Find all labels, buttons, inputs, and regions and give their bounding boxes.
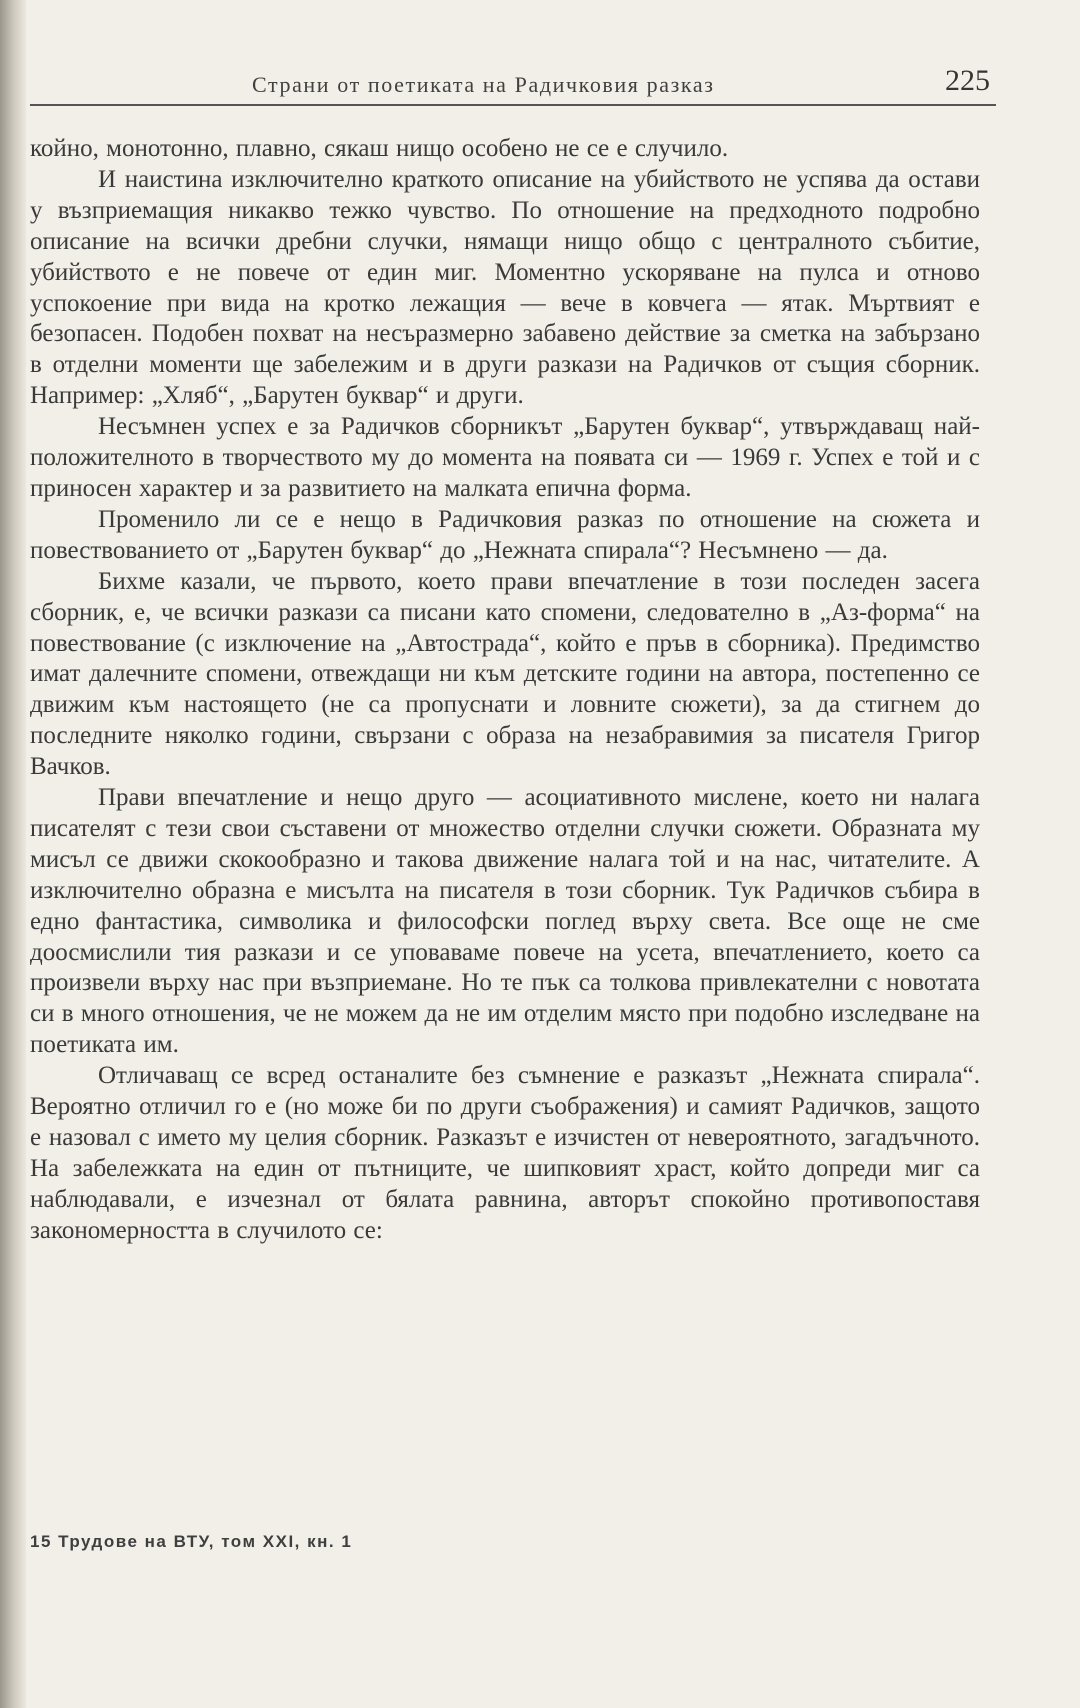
paragraph-4: Променило ли се е нещо в Радичковия разказ по отношение на сюжета и повествованието от „Барутен буквар“ до „Нежната спирала“? Несъмнено — да. xyxy=(30,505,980,564)
book-page xyxy=(30,0,1050,1708)
running-head xyxy=(30,64,990,102)
header-rule xyxy=(30,104,996,106)
paragraph-7: Отличаващ се всред останалите без съмнение е разказът „Нежната спирала“. Вероятно отличил го е (но може би по други съображения) и самият Радичков, защото е назовал с името му целия сборник. Разказът е изчистен от невероятното, загадъчното. На забележката на един от пътниците, че шипковият храст, който допреди миг са наблюдавали, е изчезнал от бялата равнина, авторът спокойно противопоставя закономерността в случилото се: xyxy=(30,1062,980,1244)
paragraph-2: И наистина изключително краткото описание на убийството не успява да остави у възприемащия никакво тежко чувство. По отношение на предходното подробно описание на всички дребни случки, нямащи нищо общо с централното събитие, убийството е не повече от един миг. Моментно ускоряване на пулса и отново успокоение при вида на кротко лежащия — вече в ковчега — ятак. Мъртвият е безопасен. Подобен похват на несъразмерно забавено действие за сметка на забързано в отделни моменти ще забележим и в други разкази на Радичков от същия сборник. Например: „Хляб“, „Барутен буквар“ и други. xyxy=(30,165,980,410)
paragraph-6: Прави впечатление и нещо друго — асоциативното мислене, което ни налага писателят с тези свои съставени от множество отделни случки сюжети. Образната му мисъл се движи скокообразно и такова движение налага той и на нас, читателите. А изключително образна е мисълта на писателя в този сборник. Тук Радичков събира в едно фантастика, символика и философски поглед върху света. Все още не сме доосмислили тия разкази и се уповаваме повече на усета, впечатлението, което са произвели върху нас при възприемане. Но те пък са толкова привлекателни с новотата си в много отношения, че не можем да не им отделим място при подобно изследване на поетиката им. xyxy=(30,784,980,1059)
paragraph-1: койно, монотонно, плавно, сякаш нищо особено не се е случило. xyxy=(30,135,729,162)
paragraph-5: Бихме казали, че първото, което прави впечатление в този последен засега сборник, е, че всички разкази са писани като спомени, следователно в „Аз-форма“ на повествование (с изключение на „Автострада“, който е пръв в сборника). Предимство имат далечните спомени, отвеждащи ни към детските години на автора, постепенно се движим към настоящето (не са пропуснати и ловните сюжети), за да стигнем до последните няколко години, свързани с образа на незабравимия за писателя Григор Вачков. xyxy=(30,567,980,781)
page-number: 225 xyxy=(945,64,990,97)
body-text xyxy=(30,134,980,1247)
printer-signature: 15 Трудове на ВТУ, том XXI, кн. 1 xyxy=(30,1532,353,1551)
book-spine-shadow xyxy=(0,0,26,1708)
running-title: Страни от поетиката на Радичковия разказ xyxy=(252,72,715,97)
paragraph-3: Несъмнен успех е за Радичков сборникът „Барутен буквар“, утвърждаващ най-положителното в творчеството му до момента на появата си — 1969 г. Успех е той и с приносен характер и за развитието на малката епична форма. xyxy=(30,413,980,502)
